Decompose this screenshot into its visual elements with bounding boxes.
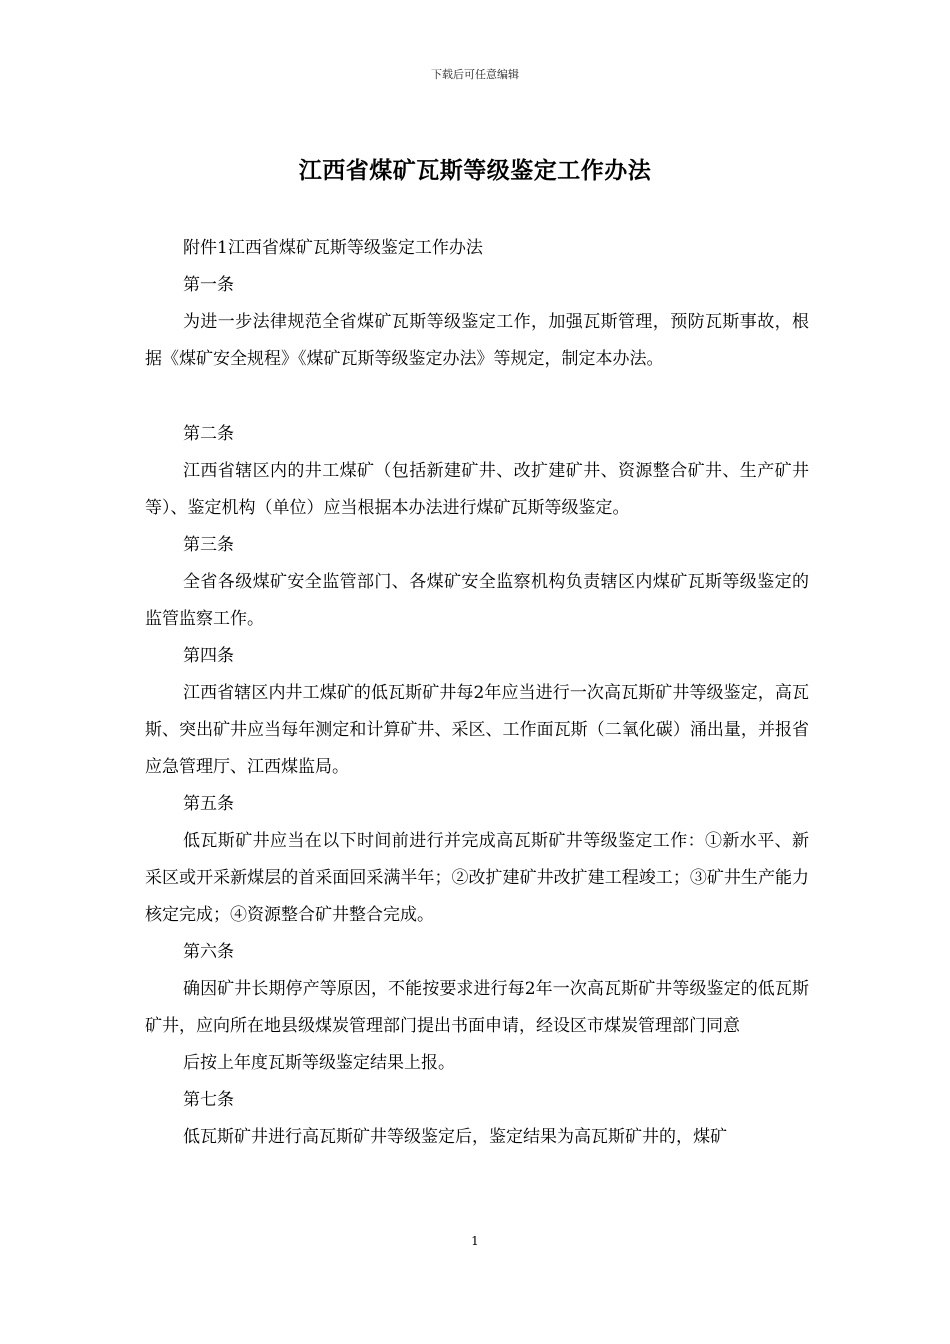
- article-4-heading: 第四条: [183, 646, 234, 666]
- document-body: [145, 230, 809, 1156]
- attachment-line: 附件1江西省煤矿瓦斯等级鉴定工作办法: [183, 238, 483, 258]
- article-3-heading: 第三条: [183, 535, 234, 555]
- article-6-text: 确因矿井长期停产等原因，不能按要求进行每2年一次高瓦斯矿井等级鉴定的低瓦斯矿井，应向所在地县级煤炭管理部门提出书面申请，经设区市煤炭管理部门同意: [145, 979, 809, 1036]
- article-3-text: 全省各级煤矿安全监管部门、各煤矿安全监察机构负责辖区内煤矿瓦斯等级鉴定的监管监察工作。: [145, 572, 809, 629]
- article-7-heading: 第七条: [183, 1090, 234, 1110]
- article-6-heading: 第六条: [183, 942, 234, 962]
- article-2-text: 江西省辖区内的井工煤矿（包括新建矿井、改扩建矿井、资源整合矿井、生产矿井等）、鉴定机构（单位）应当根据本办法进行煤矿瓦斯等级鉴定。: [145, 461, 809, 518]
- article-6-text-cont: 后按上年度瓦斯等级鉴定结果上报。: [183, 1053, 455, 1073]
- document-title: 江西省煤矿瓦斯等级鉴定工作办法: [298, 157, 652, 184]
- article-5-heading: 第五条: [183, 794, 234, 814]
- article-1-heading: 第一条: [183, 275, 234, 295]
- article-4-text: 江西省辖区内井工煤矿的低瓦斯矿井每2年应当进行一次高瓦斯矿井等级鉴定，高瓦斯、突出矿井应当每年测定和计算矿井、采区、工作面瓦斯（二氧化碳）涌出量，并报省应急管理厅、江西煤监局。: [145, 683, 809, 777]
- article-2-heading: 第二条: [183, 424, 234, 444]
- blank-line: [145, 378, 809, 416]
- article-5-text: 低瓦斯矿井应当在以下时间前进行并完成高瓦斯矿井等级鉴定工作：①新水平、新采区或开采新煤层的首采面回采满半年；②改扩建矿井改扩建工程竣工；③矿井生产能力核定完成；④资源整合矿井整合完成。: [145, 831, 809, 925]
- article-1-text: 为进一步法律规范全省煤矿瓦斯等级鉴定工作，加强瓦斯管理，预防瓦斯事故，根据《煤矿安全规程》《煤矿瓦斯等级鉴定办法》等规定，制定本办法。: [145, 312, 809, 369]
- page-number: 1: [471, 1234, 479, 1248]
- page-header: 下载后可任意编辑: [431, 68, 519, 81]
- article-7-text: 低瓦斯矿井进行高瓦斯矿井等级鉴定后，鉴定结果为高瓦斯矿井的，煤矿: [183, 1127, 727, 1147]
